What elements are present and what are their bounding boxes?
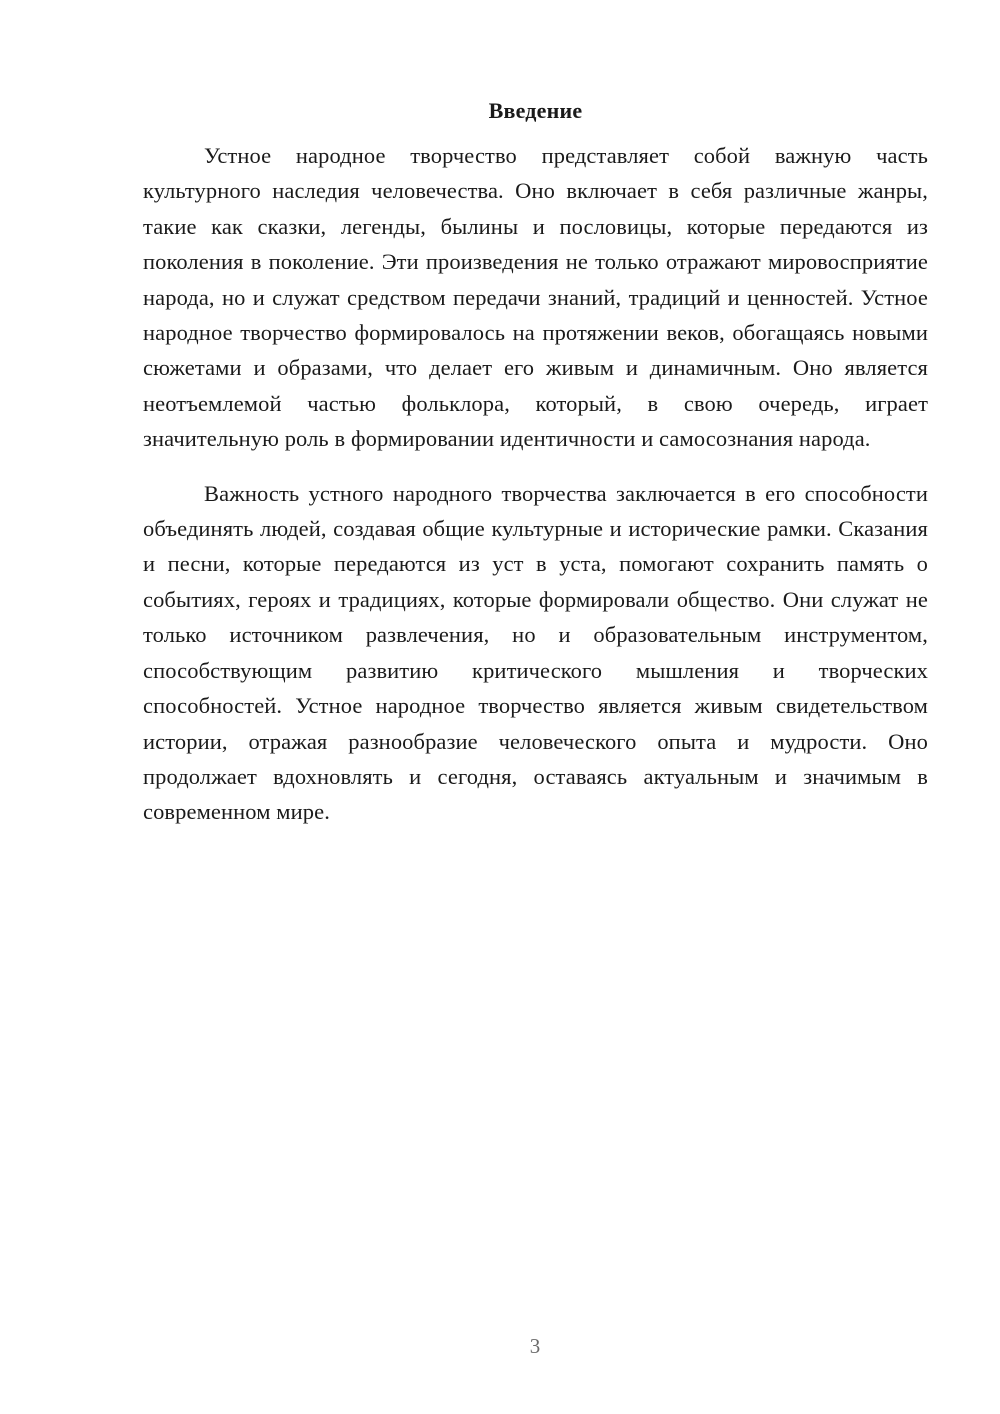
page-number: 3: [529, 1334, 541, 1358]
page-content: [143, 94, 928, 830]
section-heading: Введение: [488, 98, 583, 123]
paragraph-2: Важность устного народного творчества заключается в его способности объединять людей, создавая общие культурные и исторические рамки. Сказания и песни, которые передаются из уст в уста, помогают сохранить память о событиях, героях и традициях, которые формировали общество. Они служат не только источником развлечения, но и образовательным инструментом, способствующим развитию критического мышления и творческих способностей. Устное народное творчество является живым свидетельством истории, отражая разнообразие человеческого опыта и мудрости. Оно продолжает вдохновлять и сегодня, оставаясь актуальным и значимым в современном мире.: [143, 480, 928, 825]
paragraph-1: Устное народное творчество представляет собой важную часть культурного наследия человечества. Оно включает в себя различные жанры, такие как сказки, легенды, былины и пословицы, которые передаются из поколения в поколение. Эти произведения не только отражают мировосприятие народа, но и служат средством передачи знаний, традиций и ценностей. Устное народное творчество формировалось на протяжении веков, обогащаясь новыми сюжетами и образами, что делает его живым и динамичным. Оно является неотъемлемой частью фольклора, который, в свою очередь, играет значительную роль в формировании идентичности и самосознания народа.: [143, 143, 928, 452]
